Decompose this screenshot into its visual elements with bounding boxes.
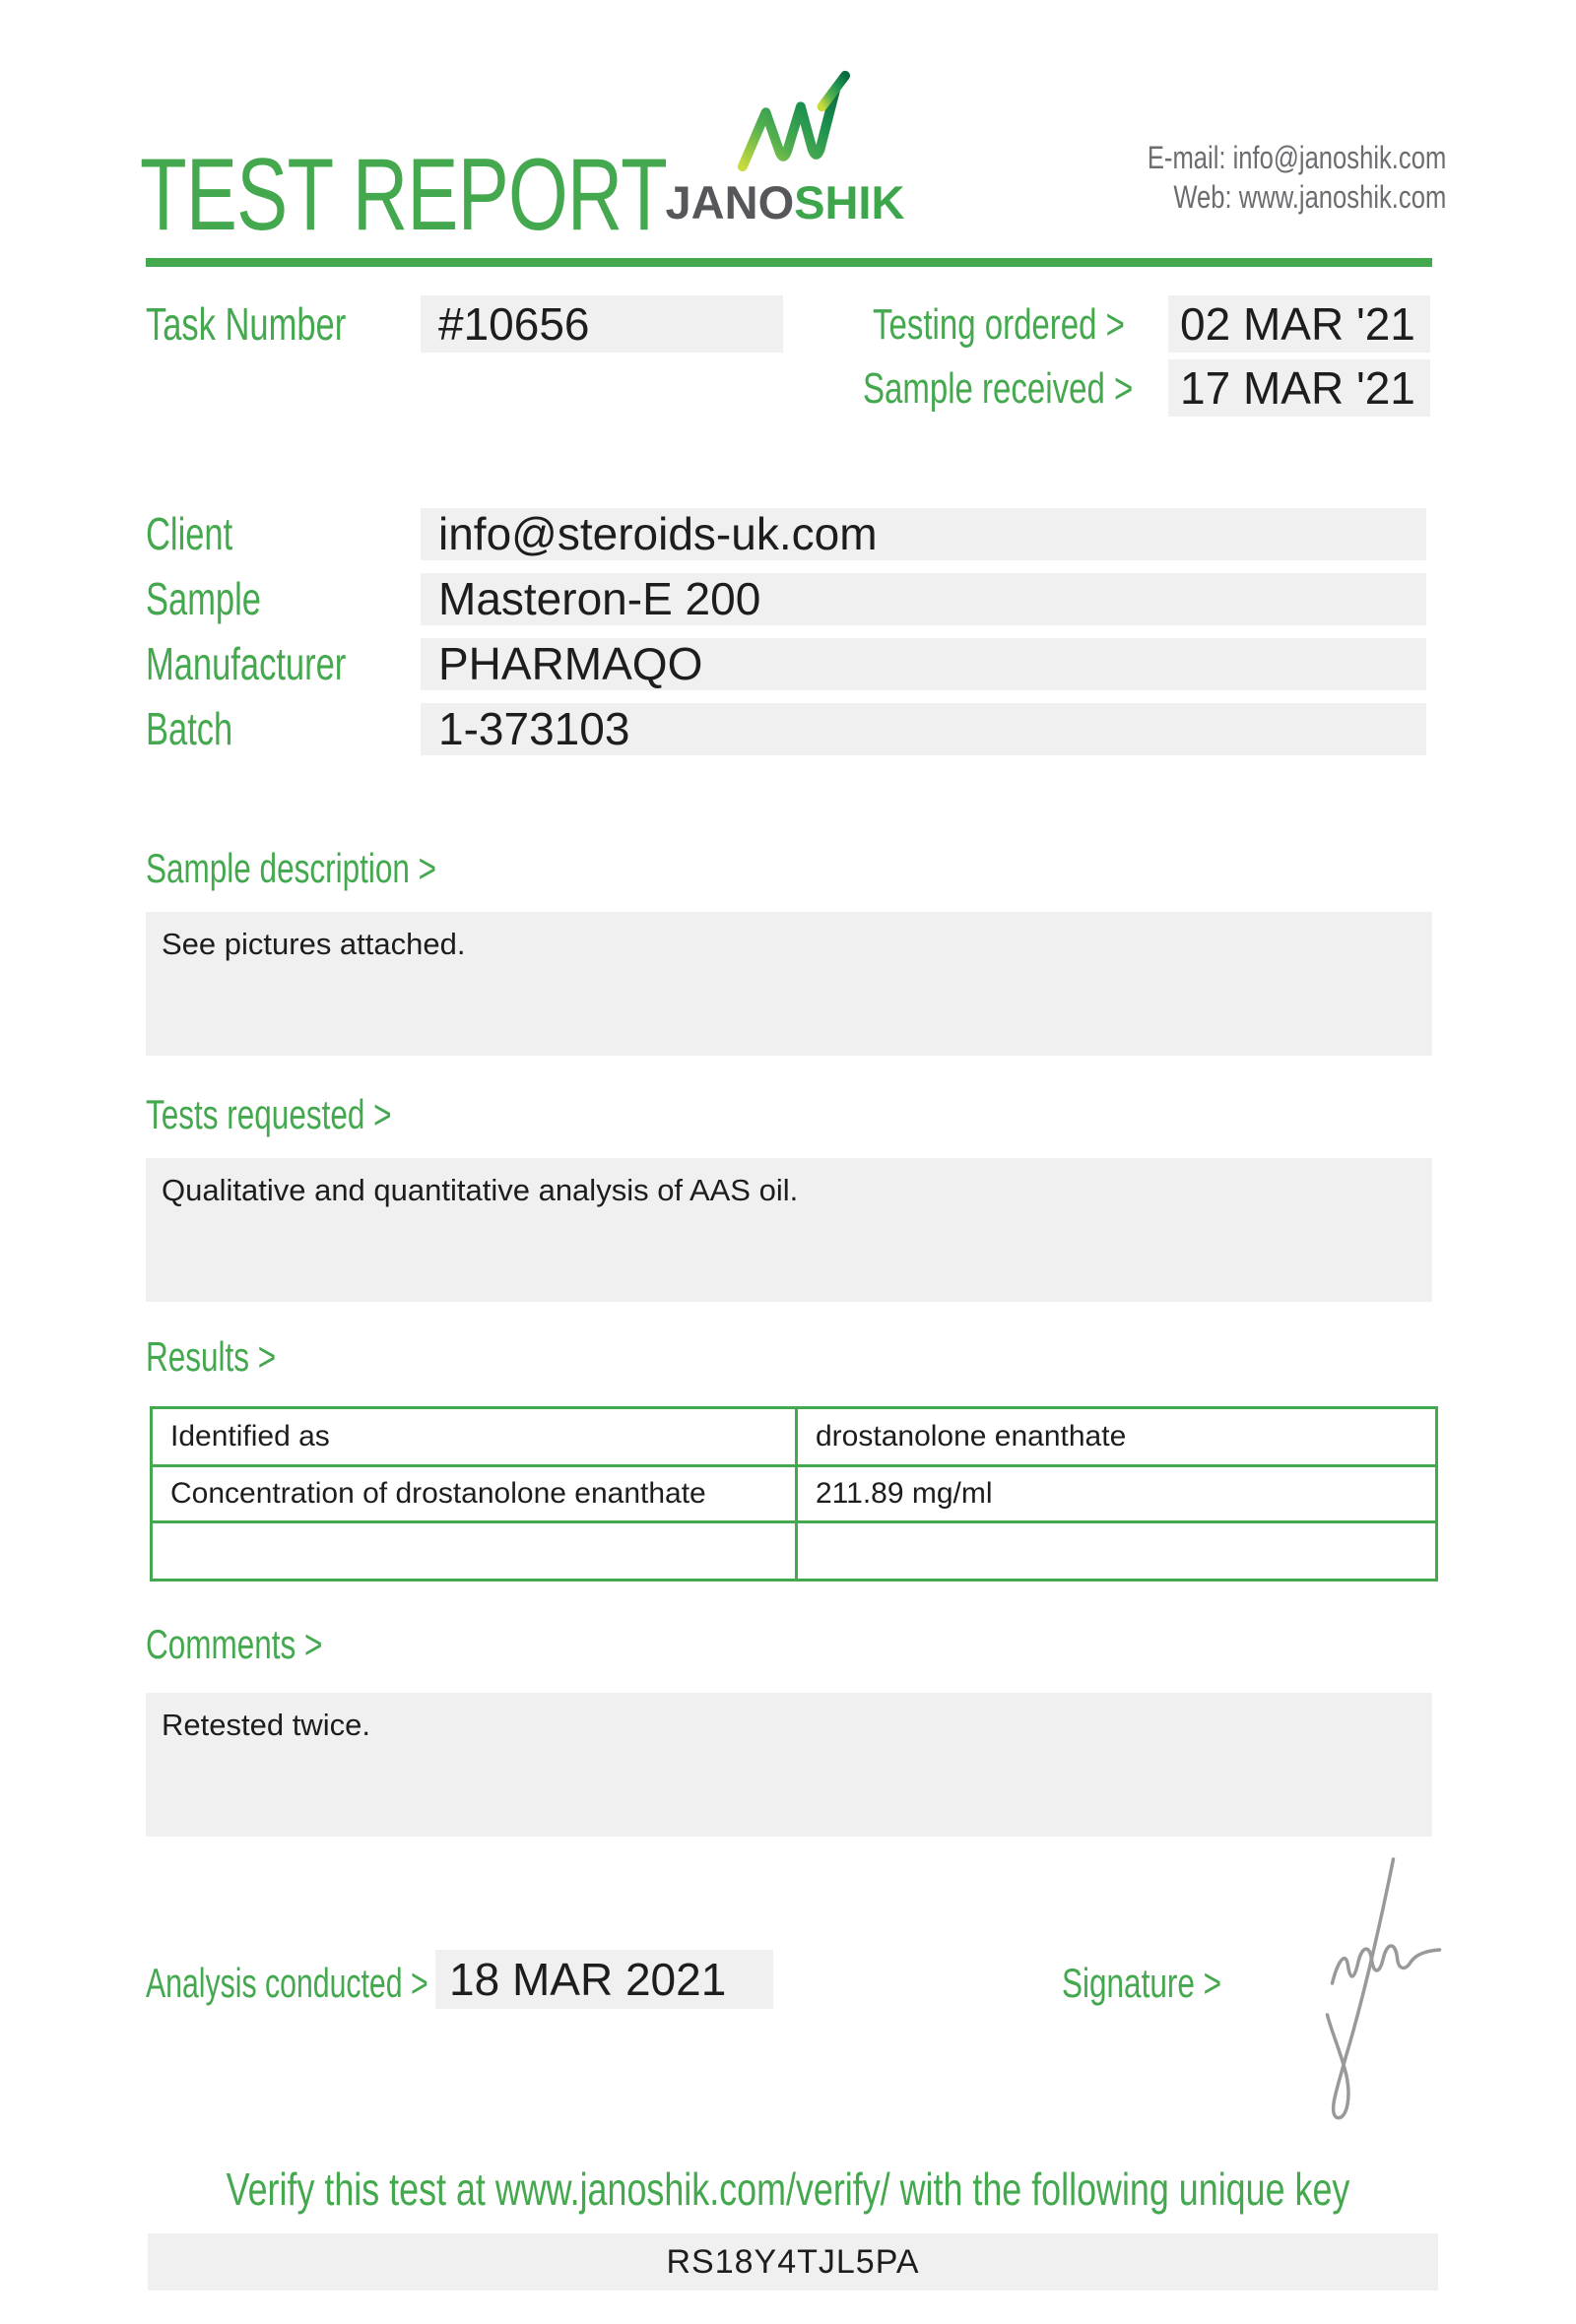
table-row	[153, 1464, 1435, 1520]
email-label: E-mail:	[1147, 140, 1226, 175]
task-number-value: #10656	[421, 295, 783, 353]
janoshik-logo	[652, 175, 918, 229]
email-value: info@janoshik.com	[1232, 140, 1446, 175]
signature-label: Signature >	[1062, 1960, 1221, 2006]
unique-key-value: RS18Y4TJL5PA	[148, 2233, 1438, 2291]
manufacturer-label: Manufacturer	[146, 638, 347, 689]
manufacturer-value: PHARMAQO	[421, 638, 1426, 690]
logo-jano-text: JANO	[665, 176, 795, 228]
client-label: Client	[146, 508, 233, 559]
analysis-date-value: 18 MAR 2021	[435, 1950, 773, 2009]
result-name-cell: Identified as	[153, 1409, 798, 1464]
verify-instruction: Verify this test at www.janoshik.com/verify/ with the following unique key	[226, 2163, 1350, 2215]
client-value: info@steroids-uk.com	[421, 508, 1426, 560]
contact-web-line	[1148, 177, 1446, 217]
sample-description-text: See pictures attached.	[162, 927, 466, 961]
tests-requested-heading: Tests requested >	[146, 1091, 392, 1137]
analysis-conducted-label: Analysis conducted >	[146, 1960, 428, 2006]
page-title: TEST REPORT	[140, 138, 667, 252]
trend-chart-icon	[735, 65, 851, 179]
comments-box	[146, 1693, 1432, 1837]
batch-value: 1-373103	[421, 703, 1426, 755]
contact-block	[1148, 138, 1446, 217]
result-value-cell	[798, 1523, 1435, 1579]
sample-received-value: 17 MAR '21	[1168, 359, 1430, 417]
sample-description-box	[146, 912, 1432, 1056]
result-name-cell: Concentration of drostanolone enanthate	[153, 1467, 798, 1520]
sample-label: Sample	[146, 573, 261, 624]
results-table	[150, 1406, 1438, 1582]
handwritten-signature	[1261, 1849, 1453, 2135]
table-row	[153, 1409, 1435, 1464]
result-name-cell	[153, 1523, 798, 1579]
table-row	[153, 1520, 1435, 1579]
batch-label: Batch	[146, 703, 233, 754]
task-number-label: Task Number	[146, 298, 347, 350]
result-value-cell: drostanolone enanthate	[816, 1420, 1127, 1452]
web-label: Web:	[1173, 179, 1232, 215]
testing-ordered-value: 02 MAR '21	[1168, 295, 1430, 353]
contact-email-line	[1148, 138, 1446, 177]
comments-heading: Comments >	[146, 1621, 323, 1667]
sample-received-label: Sample received >	[863, 364, 1134, 413]
header-divider	[146, 258, 1432, 267]
result-value-cell: 211.89 mg/ml	[816, 1477, 993, 1510]
sample-description-heading: Sample description >	[146, 845, 437, 891]
tests-requested-box	[146, 1158, 1432, 1302]
logo-shik-text: SHIK	[794, 176, 905, 228]
testing-ordered-label: Testing ordered >	[873, 300, 1125, 349]
tests-requested-text: Qualitative and quantitative analysis of AAS oil.	[162, 1173, 799, 1207]
sample-value: Masteron-E 200	[421, 573, 1426, 625]
web-value: www.janoshik.com	[1238, 179, 1446, 215]
comments-text: Retested twice.	[162, 1708, 370, 1742]
results-heading: Results >	[146, 1333, 277, 1380]
